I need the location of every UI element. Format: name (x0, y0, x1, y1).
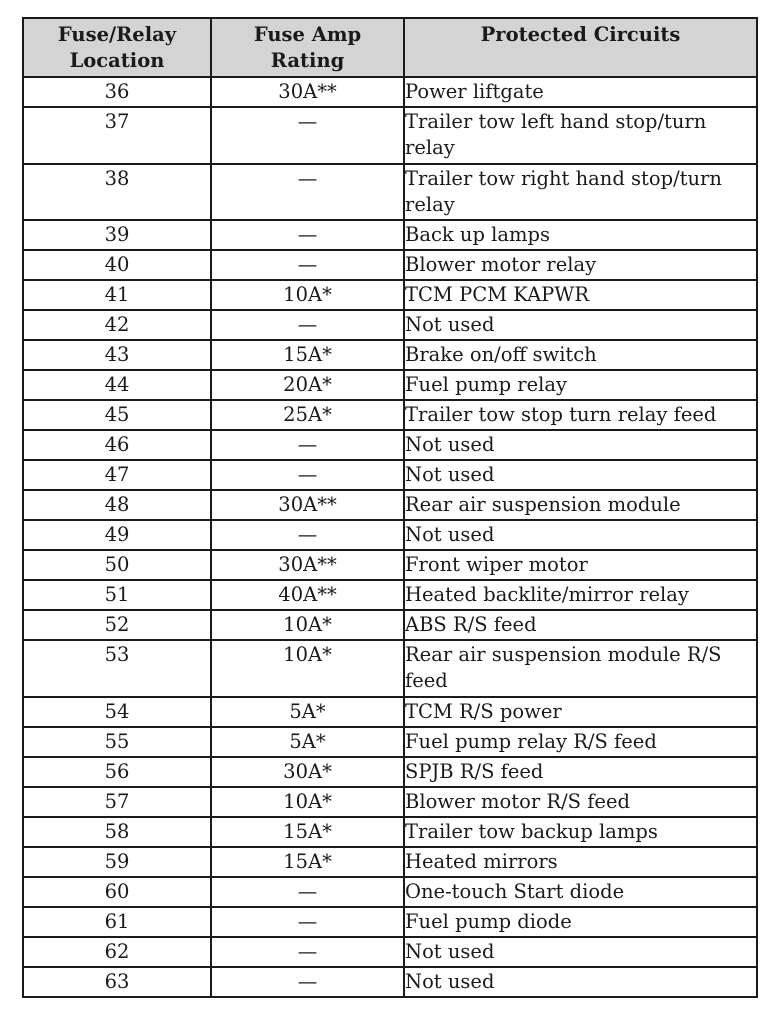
cell-protected-circuit: Brake on/off switch (404, 340, 757, 370)
cell-location: 59 (23, 847, 211, 877)
cell-amp-rating: 30A** (211, 77, 404, 107)
cell-amp-rating: — (211, 967, 404, 997)
cell-protected-circuit: Fuel pump diode (404, 907, 757, 937)
cell-protected-circuit: Not used (404, 520, 757, 550)
cell-amp-rating: 10A* (211, 280, 404, 310)
table-row (23, 220, 757, 250)
cell-amp-rating: — (211, 220, 404, 250)
cell-protected-circuit: ABS R/S feed (404, 610, 757, 640)
header-protected-circuits: Protected Circuits (404, 18, 757, 77)
table-row (23, 250, 757, 280)
cell-location: 52 (23, 610, 211, 640)
table-row (23, 400, 757, 430)
cell-amp-rating: 15A* (211, 340, 404, 370)
table-row (23, 967, 757, 997)
table-row (23, 580, 757, 610)
cell-amp-rating: 30A** (211, 490, 404, 520)
cell-location: 38 (23, 164, 211, 221)
cell-protected-circuit: Rear air suspension module R/S feed (404, 640, 757, 697)
cell-protected-circuit: TCM R/S power (404, 697, 757, 727)
cell-location: 56 (23, 757, 211, 787)
cell-protected-circuit: Trailer tow backup lamps (404, 817, 757, 847)
cell-location: 63 (23, 967, 211, 997)
header-amp-rating: Fuse Amp Rating (211, 18, 404, 77)
cell-location: 45 (23, 400, 211, 430)
table-row (23, 460, 757, 490)
cell-amp-rating: — (211, 520, 404, 550)
table-row (23, 847, 757, 877)
cell-amp-rating: 15A* (211, 817, 404, 847)
cell-amp-rating: — (211, 937, 404, 967)
cell-protected-circuit: Heated mirrors (404, 847, 757, 877)
cell-location: 51 (23, 580, 211, 610)
cell-protected-circuit: Not used (404, 310, 757, 340)
cell-protected-circuit: SPJB R/S feed (404, 757, 757, 787)
table-row (23, 817, 757, 847)
table-row (23, 310, 757, 340)
cell-protected-circuit: Fuel pump relay (404, 370, 757, 400)
cell-location: 54 (23, 697, 211, 727)
cell-location: 43 (23, 340, 211, 370)
cell-location: 49 (23, 520, 211, 550)
cell-protected-circuit: Power liftgate (404, 77, 757, 107)
cell-location: 46 (23, 430, 211, 460)
cell-amp-rating: 25A* (211, 400, 404, 430)
table-row (23, 520, 757, 550)
table-row (23, 77, 757, 107)
table-row (23, 550, 757, 580)
cell-protected-circuit: Trailer tow left hand stop/turn relay (404, 107, 757, 164)
cell-protected-circuit: Trailer tow stop turn relay feed (404, 400, 757, 430)
cell-protected-circuit: Fuel pump relay R/S feed (404, 727, 757, 757)
cell-amp-rating: — (211, 877, 404, 907)
cell-amp-rating: 10A* (211, 640, 404, 697)
table-body (23, 77, 757, 997)
cell-amp-rating: 30A** (211, 550, 404, 580)
cell-protected-circuit: Not used (404, 430, 757, 460)
table-row (23, 937, 757, 967)
cell-location: 55 (23, 727, 211, 757)
cell-amp-rating: 20A* (211, 370, 404, 400)
cell-amp-rating: — (211, 107, 404, 164)
table-header-row (23, 18, 757, 77)
cell-location: 57 (23, 787, 211, 817)
cell-protected-circuit: Blower motor relay (404, 250, 757, 280)
table-row (23, 370, 757, 400)
table-row (23, 107, 757, 164)
table-row (23, 490, 757, 520)
cell-location: 61 (23, 907, 211, 937)
table-row (23, 164, 757, 221)
cell-protected-circuit: One-touch Start diode (404, 877, 757, 907)
table-row (23, 757, 757, 787)
table-row (23, 610, 757, 640)
cell-location: 50 (23, 550, 211, 580)
cell-location: 60 (23, 877, 211, 907)
cell-protected-circuit: Trailer tow right hand stop/turn relay (404, 164, 757, 221)
cell-location: 48 (23, 490, 211, 520)
cell-protected-circuit: Blower motor R/S feed (404, 787, 757, 817)
cell-location: 39 (23, 220, 211, 250)
table-row (23, 430, 757, 460)
cell-protected-circuit: Back up lamps (404, 220, 757, 250)
cell-location: 62 (23, 937, 211, 967)
cell-amp-rating: 10A* (211, 787, 404, 817)
cell-protected-circuit: Rear air suspension module (404, 490, 757, 520)
fuse-relay-table (22, 17, 758, 998)
table-row (23, 280, 757, 310)
table-row (23, 640, 757, 697)
cell-amp-rating: — (211, 164, 404, 221)
cell-location: 44 (23, 370, 211, 400)
cell-protected-circuit: Not used (404, 460, 757, 490)
cell-amp-rating: — (211, 310, 404, 340)
cell-amp-rating: — (211, 250, 404, 280)
cell-location: 40 (23, 250, 211, 280)
table-row (23, 697, 757, 727)
cell-location: 58 (23, 817, 211, 847)
cell-amp-rating: — (211, 907, 404, 937)
table-row (23, 340, 757, 370)
cell-amp-rating: 40A** (211, 580, 404, 610)
cell-protected-circuit: Front wiper motor (404, 550, 757, 580)
cell-amp-rating: 5A* (211, 727, 404, 757)
cell-amp-rating: 10A* (211, 610, 404, 640)
cell-protected-circuit: Not used (404, 937, 757, 967)
cell-location: 42 (23, 310, 211, 340)
cell-location: 53 (23, 640, 211, 697)
cell-protected-circuit: TCM PCM KAPWR (404, 280, 757, 310)
cell-amp-rating: 5A* (211, 697, 404, 727)
table-row (23, 907, 757, 937)
cell-protected-circuit: Heated backlite/mirror relay (404, 580, 757, 610)
header-location: Fuse/Relay Location (23, 18, 211, 77)
cell-location: 36 (23, 77, 211, 107)
cell-location: 37 (23, 107, 211, 164)
table-row (23, 787, 757, 817)
cell-amp-rating: 30A* (211, 757, 404, 787)
cell-protected-circuit: Not used (404, 967, 757, 997)
table-row (23, 727, 757, 757)
cell-amp-rating: 15A* (211, 847, 404, 877)
table-row (23, 877, 757, 907)
cell-location: 47 (23, 460, 211, 490)
cell-amp-rating: — (211, 460, 404, 490)
cell-location: 41 (23, 280, 211, 310)
cell-amp-rating: — (211, 430, 404, 460)
